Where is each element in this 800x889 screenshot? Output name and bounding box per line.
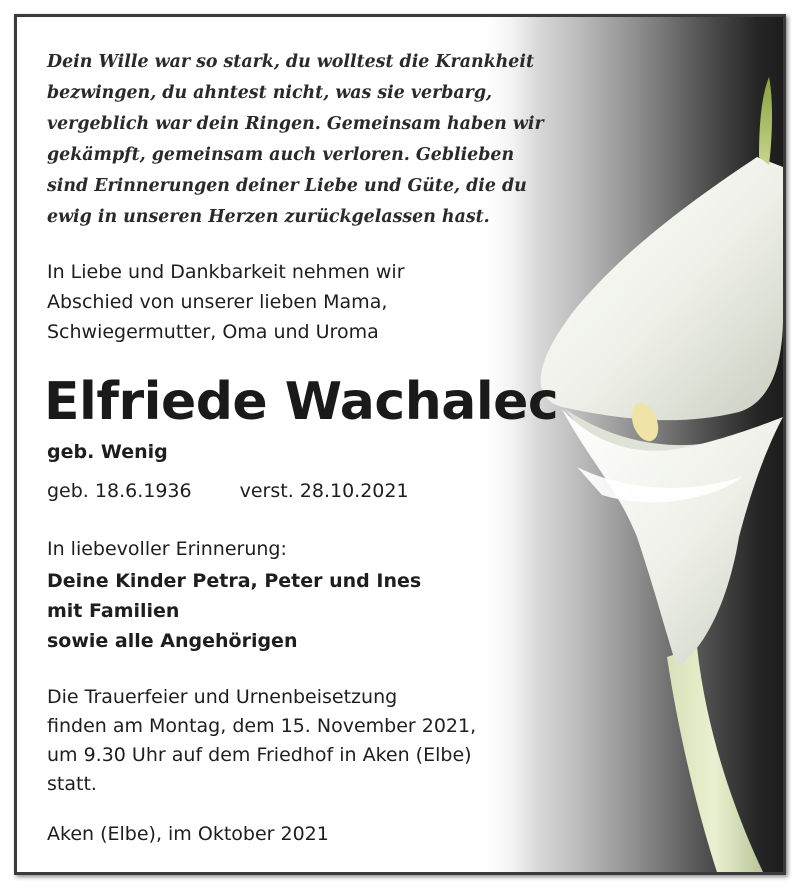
mourners-list (47, 566, 421, 656)
poem-line: ewig in unseren Herzen zurückgelassen hast. (47, 207, 490, 227)
place-and-date: Aken (Elbe), im Oktober 2021 (47, 823, 329, 845)
intro-line: In Liebe und Dankbarkeit nehmen wir (47, 261, 405, 283)
birth-name: geb. Wenig (47, 441, 168, 463)
birth-date: geb. 18.6.1936 (47, 480, 192, 502)
intro-line: Schwiegermutter, Oma und Uroma (47, 321, 379, 343)
poem-line: Dein Wille war so stark, du wolltest die Krankheit (47, 52, 535, 72)
death-date: verst. 28.10.2021 (239, 480, 409, 502)
intro-line: Abschied von unserer lieben Mama, (47, 291, 388, 313)
memory-label: In liebevoller Erinnerung: (47, 538, 287, 560)
life-dates (47, 480, 409, 502)
poem-line: gekämpft, gemeinsam auch verloren. Geblieben (47, 145, 515, 165)
service-line: um 9.30 Uhr auf dem Friedhof in Aken (Elbe) (47, 744, 472, 766)
poem-line: bezwingen, du ahntest nicht, was sie verbarg, (47, 83, 493, 103)
poem-line: sind Erinnerungen deiner Liebe und Güte, die du (47, 176, 527, 196)
poem-line: vergeblich war dein Ringen. Gemeinsam haben wir (47, 114, 544, 134)
deceased-name: Elfriede Wachalec (44, 372, 559, 432)
service-line: finden am Montag, dem 15. November 2021, (47, 715, 477, 737)
mourner-line: mit Familien (47, 600, 180, 622)
poem-verse (47, 47, 567, 233)
service-line: Die Trauerfeier und Urnenbeisetzung (47, 686, 398, 708)
mourner-line: Deine Kinder Petra, Peter und Ines (47, 570, 422, 592)
service-line: statt. (47, 773, 97, 795)
funeral-service-info (47, 683, 476, 799)
farewell-intro (47, 257, 405, 347)
obituary-card (14, 14, 786, 875)
mourner-line: sowie alle Angehörigen (47, 630, 298, 652)
